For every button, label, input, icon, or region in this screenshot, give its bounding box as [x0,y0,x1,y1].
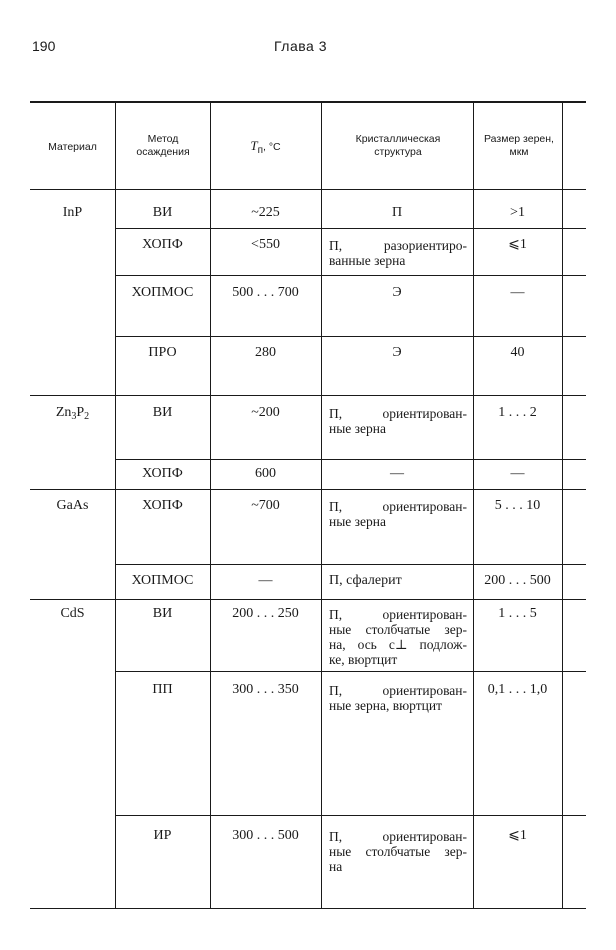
col-header-method: Метод осаждения [136,133,190,158]
cell-structure-line: ванные зерна [329,253,406,268]
cell-grain-size: >1 [510,205,525,220]
cell-structure-line: П, ориентирован- [329,607,467,622]
cell-grain-size: — [510,466,525,481]
cell-material: InP [62,205,83,220]
page-number: 190 [32,38,56,54]
temp-symbol: T [250,138,258,153]
cell-structure-line: П, ориентирован- [329,683,467,698]
chapter-title: Глава 3 [274,38,327,54]
cell-structure: П [391,205,403,220]
cell-temperature: — [258,573,273,588]
cell-grain-size: 0,1 . . . 1,0 [487,682,548,697]
cell-method: ХОПФ [142,498,183,513]
material-element: Zn [55,405,72,420]
cell-grain-size: — [510,285,525,300]
cell-grain-size: 5 . . . 10 [494,498,541,513]
cell-temperature: <550 [251,237,280,252]
cell-structure-line: ные зерна [329,421,386,436]
cell-material [30,405,115,425]
group-rule-zn [30,395,586,396]
material-subscript: 2 [84,411,90,422]
cell-structure-line: ке, вюртцит [329,652,398,667]
row-rule [115,275,586,276]
cell-method: ИР [153,828,172,843]
temp-unit: , °C [263,141,281,153]
cell-structure-line: П, разориентиро- [329,238,467,253]
cell-structure-line: ные зерна, вюртцит [329,698,442,713]
temp-subscript: п [257,145,264,156]
table-top-rule [30,101,586,103]
cell-structure-line: П, ориентирован- [329,829,467,844]
col-header-structure: Кристаллическая структура [355,133,441,158]
cell-structure-line: ные столбчатые зер- [329,844,467,859]
cell-method: ХОПМОС [131,285,194,300]
cell-method: ПП [152,682,173,697]
cell-method: ХОПФ [142,466,183,481]
cell-structure-line: на [329,859,343,874]
row-rule [115,815,586,816]
col-header-grain-size: Размер зерен, мкм [484,133,554,158]
group-rule-gaas [30,489,586,490]
cell-temperature: ~700 [251,498,280,513]
cell-method: ВИ [152,405,173,420]
material-subscript: 3 [71,411,77,422]
cell-grain-size: 40 [510,345,525,360]
cell-method: ХОПМОС [131,573,194,588]
cell-temperature: 300 . . . 350 [232,682,299,697]
cell-structure-line: ные столбчатые зер- [329,622,467,637]
row-rule [115,336,586,337]
cell-method: ПРО [148,345,177,360]
cell-structure: П, сфалерит [329,573,402,588]
row-rule [115,564,586,565]
cell-temperature: ~225 [251,205,280,220]
cell-temperature: 500 . . . 700 [232,285,299,300]
cell-structure: — [390,466,404,481]
cell-temperature: 300 . . . 500 [232,828,299,843]
cell-method: ВИ [152,205,173,220]
cell-material: CdS [60,606,85,621]
row-rule [115,228,586,229]
col-header-material: Материал [48,141,97,153]
header-bottom-rule [30,189,586,190]
col-header-temperature [210,139,321,157]
cell-method: ВИ [152,606,173,621]
col-rule [321,102,322,909]
cell-structure-line: П, ориентирован- [329,406,467,421]
cell-temperature: ~200 [251,405,280,420]
cell-grain-size: ⩽1 [508,828,527,843]
cell-temperature: 200 . . . 250 [232,606,299,621]
group-rule-cds [30,599,586,600]
cell-grain-size: 1 . . . 2 [498,405,537,420]
cell-structure: Э [392,285,402,300]
col-rule [562,102,563,909]
cell-temperature: 600 [255,466,276,481]
cell-material: GaAs [56,498,89,513]
cell-structure-line: на, ось c⊥ подлож- [329,637,467,652]
table-bottom-rule [30,908,586,909]
cell-grain-size: 1 . . . 5 [498,606,537,621]
cell-structure-line: П, ориентирован- [329,499,467,514]
row-rule [115,459,586,460]
cell-method: ХОПФ [142,237,183,252]
cell-structure-line: ные зерна [329,514,386,529]
cell-temperature: 280 [255,345,276,360]
cell-grain-size: 200 . . . 500 [484,573,551,588]
cell-grain-size: ⩽1 [508,237,527,252]
cell-structure: Э [392,345,402,360]
material-element: P [76,405,85,420]
row-rule [115,671,586,672]
